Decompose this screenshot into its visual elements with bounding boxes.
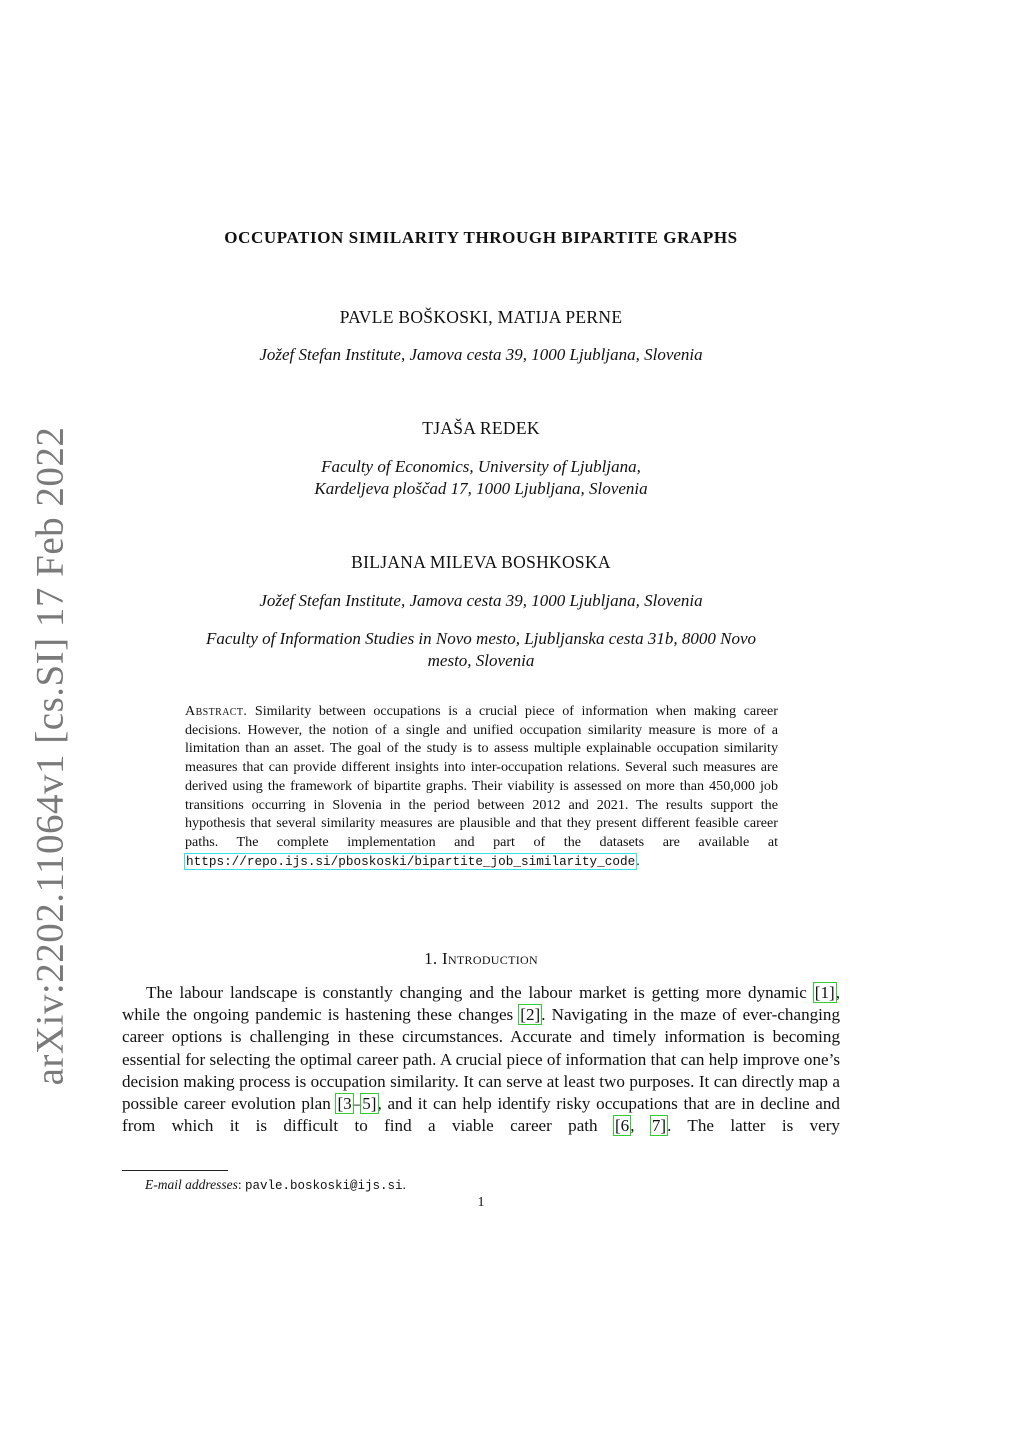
footnote xyxy=(145,1177,406,1193)
citation-1[interactable]: [1] xyxy=(814,983,835,1002)
citation-separator: , xyxy=(630,1116,635,1136)
intro-text: . Navigating in the maze of ever-changing career options is challenging in these circumstances. Accurate and timely information is becoming essential for selecting the optimal career path. A crucial piece of information that can help improve one’s decision making process is occupation similarity. It can serve at least two purposes. It can directly map a possible career evolution plan xyxy=(122,1005,841,1114)
intro-text: . The latter is very xyxy=(667,1116,840,1136)
affiliation-line: Jožef Stefan Institute, Jamova cesta 39, 1000 Ljubljana, Slovenia xyxy=(259,591,703,610)
author-line-2: TJAŠA REDEK xyxy=(422,418,540,438)
citation-6[interactable]: [6 xyxy=(614,1116,630,1136)
arxiv-identifier: arXiv:2202.11064v1 [cs.SI] 17 Feb 2022 xyxy=(28,426,72,1086)
affiliation-line: Faculty of Economics, University of Ljubljana, xyxy=(321,457,641,476)
author-email: pavle.boskoski@ijs.si xyxy=(245,1179,403,1193)
abstract-end: . xyxy=(636,852,640,869)
intro-text: The labour landscape is constantly changing and the labour market is getting more dynamic xyxy=(146,983,807,1002)
abstract-text: Similarity between occupations is a crucial piece of information when making career decisions. However, the notion of a single and unified occupation similarity measure is more of a limitation than an asset. The goal of the study is to assess multiple explainable occupation similarity measures that can provide different insights into inter-occupation relations. Several such measures are derived using the framework of bipartite graphs. Their viability is assessed on more than 450,000 job transitions occurring in Slovenia in the period between 2012 and 2021. The results support the hypothesis that several similarity measures are plausible and that they present different feasible career paths. The complete implementation and part of the datasets are available at xyxy=(185,703,778,850)
citation-5[interactable]: 5] xyxy=(362,1094,377,1114)
affiliation-line: Kardeljeva ploščad 17, 1000 Ljubljana, Slovenia xyxy=(314,479,648,498)
footnote-rule xyxy=(122,1170,228,1171)
section-title: Introduction xyxy=(442,949,538,968)
footnote-label: E-mail addresses xyxy=(145,1177,238,1192)
author-line-1: PAVLE BOŠKOSKI, MATIJA PERNE xyxy=(339,307,623,327)
abstract-label: Abstract. xyxy=(185,703,248,719)
footnote-colon: : xyxy=(237,1177,242,1192)
paper-title: OCCUPATION SIMILARITY THROUGH BIPARTITE GRAPHS xyxy=(224,228,738,247)
section-number: 1. xyxy=(424,949,438,968)
citation-3[interactable]: [3 xyxy=(337,1094,352,1114)
intro-text: , while the ongoing pandemic is hastening these changes xyxy=(122,983,841,1025)
affiliation-1 xyxy=(140,344,822,366)
section-heading-introduction xyxy=(0,949,962,969)
affiliation-4 xyxy=(140,628,822,672)
footnote-end: . xyxy=(402,1177,406,1192)
citation-range-dash: – xyxy=(352,1094,362,1114)
author-line-3: BILJANA MILEVA BOSHKOSKA xyxy=(351,552,611,572)
affiliation-line: Jožef Stefan Institute, Jamova cesta 39, 1000 Ljubljana, Slovenia xyxy=(259,345,703,364)
affiliation-line: mesto, Slovenia xyxy=(427,651,535,670)
affiliation-2 xyxy=(140,456,822,500)
code-repository-link[interactable]: https://repo.ijs.si/pboskoski/bipartite_job_similarity_code xyxy=(186,853,636,869)
page-number: 1 xyxy=(477,1195,485,1210)
affiliation-3 xyxy=(140,590,822,612)
citation-2[interactable]: [2] xyxy=(520,1005,541,1025)
abstract xyxy=(185,702,778,871)
introduction-paragraph xyxy=(122,982,840,1137)
affiliation-line: Faculty of Information Studies in Novo mesto, Ljubljanska cesta 31b, 8000 Novo xyxy=(205,629,757,648)
intro-text: , and it can help identify risky occupations that are in decline and from which it is difficult to find a viable career path xyxy=(122,1094,840,1136)
citation-7[interactable]: 7] xyxy=(651,1116,667,1136)
